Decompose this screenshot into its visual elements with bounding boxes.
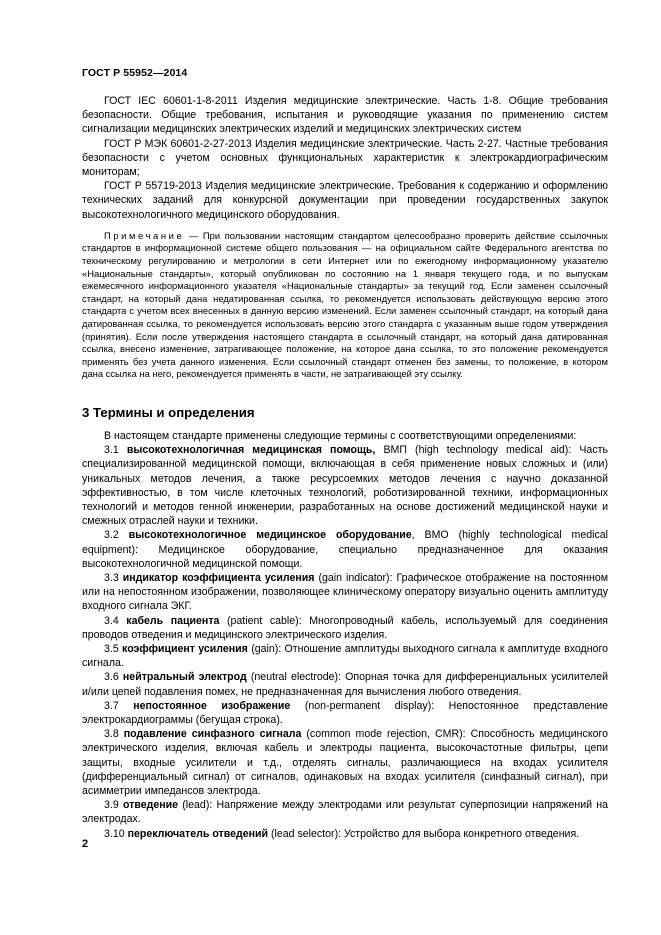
term-name: кабель пациента [126,614,220,627]
term-number: 3.7 [104,699,134,712]
term-name: индикатор коэффициента усиления [122,571,315,584]
document-header: ГОСТ Р 55952—2014 [82,67,188,79]
term-text: , ВМО (highly technological medical equipment): Медицинское оборудование, специально предназначенное для оказания высокотехнологичной медицинской помощи. [82,529,608,570]
note-label: Примечание [104,229,185,241]
term-number: 3.9 [104,799,123,812]
term-name: непостоянное изображение [133,699,291,712]
reference-item: ГОСТ IEC 60601-1-8-2011 Изделия медицинские электрические. Часть 1-8. Общие требования безопасности. Общие требования, испытания и руководящие указания по применению систем сигнализации медицинских электрических изделий и медицинских электрических систем [82,95,608,136]
page-content [82,94,608,841]
term-text: (common mode rejection, CMR): Способность медицинского электрического изделия, включая кабель и электроды пациента, высокочастотные фильтры, цепи защиты, входные усилители и т.д., отделять сигналы, различающиеся на входах усилителя (дифференциальный сигнал) от сигналов, одинаковых на входах усилителя (синфазный сигнал), при асимметрии импедансов электрода. [82,728,608,798]
term-text: (lead selector): Устройство для выбора конкретного отведения. [268,827,580,840]
term-number: 3.1 [104,444,127,457]
term-name: нейтральный электрод [122,671,247,684]
term-definition [82,614,608,642]
reference-item: ГОСТ Р 55719-2013 Изделия медицинские электрические. Требования к содержанию и оформлению технических заданий для конкурсной документации при проведении государственных закупок высокотехнологичного медицинского оборудования. [82,180,608,221]
reference-item: ГОСТ Р МЭК 60601-2-27-2013 Изделия медицинские электрические. Часть 2-27. Частные требования безопасности с учетом основных функциональных характеристик к электрокардиографическим мониторам; [82,137,608,179]
term-number: 3.8 [104,728,124,741]
term-number: 3.5 [104,643,123,655]
section-intro: В настоящем стандарте применены следующие термины с соответствующими определениями: [104,429,577,442]
term-name: высокотехнологичная медицинская помощь, [126,444,376,457]
term-definition [82,798,608,826]
term-text: (neutral electrode): Опорная точка для дифференциальных усилителей и/или цепей подавления помех, не предназначенная для вычисления любого отведения. [82,671,609,698]
term-list [82,443,608,841]
term-name: переключатель отведений [127,827,269,840]
term-number: 3.6 [104,671,123,684]
term-text: (patient cable): Многопроводный кабель, используемый для соединения проводов отведения и медицинского электрического изделия. [82,614,608,641]
reference-list [82,94,608,222]
term-definition [82,827,608,841]
term-definition [82,528,608,571]
term-text: (gain indicator): Графическое отображение на постоянном или на непостоянном изображении, позволяющее клиническому оператору визуально оценить амплитуду входного сигнала ЭКГ. [82,571,609,613]
term-number: 3.4 [104,614,127,627]
term-definition [82,642,608,670]
term-text: (non-permanent display): Непостоянное представление электрокардиограммы (бегущая строка). [82,699,609,727]
term-text: (gain): Отношение амплитуды выходного сигнала к амплитуде входного сигнала. [82,643,608,670]
term-name: подавление синфазного сигнала [123,728,302,741]
term-definition [82,699,608,727]
term-definition [82,443,608,528]
section-title: 3 Термины и определения [82,404,255,420]
term-number: 3.3 [104,571,123,584]
term-name: коэффициент усиления [122,643,248,655]
term-definition [82,670,608,698]
term-text: ВМП (high technology medical aid): Часть специализированной медицинской помощи, включающая в себя применение новых сложных и (или) уникальных методов лечения, а также ресурсоемких методов лечения с научно доказанной эффективностью, в том числе клеточных технологий, роботизированной техники, информационных технологий и методов генной инженерии, разработанных на основе достижений медицинской науки и смежных отраслей науки и техники. [82,444,608,528]
term-definition [82,727,608,798]
note-paragraph [82,230,608,381]
term-definition [82,571,608,614]
term-name: высокотехнологичное медицинское оборудование [128,529,412,542]
term-name: отведение [122,799,179,812]
term-number: 3.2 [104,529,129,542]
note-text: — При пользовании настоящим стандартом целесообразно проверить действие ссылочных стандартов в информационной системе общего пользования — на официальном сайте Федерального агентства по техническому регулированию и метрологии в сети Интернет или по ежегодному информационному указателю «Национальные стандарты», который опубликован по состоянию на 1 января текущего года, и по выпускам ежемесячного информационного указателя «Национальные стандарты» за текущий год. Если заменен ссылочный стандарт, на который дана недатированная ссылка, то рекомендуется использовать действующую версию этого стандарта с учетом всех внесенных в данную версию изменений. Если заменен ссылочный стандарт, на который дана датированная ссылка, то рекомендуется использовать версию этого стандарта с указанным выше годом утверждения (принятия). Если после утверждения настоящего стандарта в ссылочный стандарт, на который дана датированная ссылка, внесено изменение, затрагивающее положение, на которое дана ссылка, то это положение рекомендуется применять без учета данного изменения. Если ссылочный стандарт отменен без замены, то положение, в котором дана ссылка на него, рекомендуется применять в части, не затрагивающей эту ссылку. [82,229,608,380]
term-text: (lead): Напряжение между электродами или результат суперпозиции напряжений на электродах. [82,799,608,826]
page-number: 2 [82,838,89,850]
term-number: 3.10 [104,827,128,840]
